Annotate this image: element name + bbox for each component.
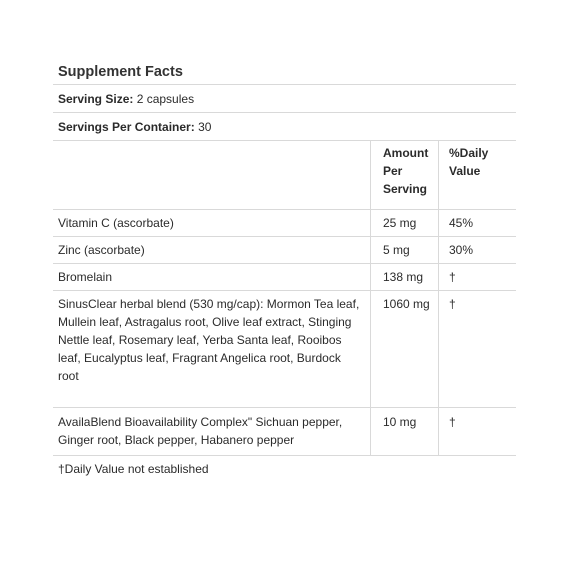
ingredient-daily-value: † — [449, 270, 456, 284]
ingredient-name: Zinc (ascorbate) — [53, 237, 371, 263]
serving-size-value: 2 capsules — [136, 91, 195, 106]
supplement-facts-panel — [53, 54, 516, 478]
ingredient-amount: 138 mg — [371, 264, 439, 290]
ingredient-name: Vitamin C (ascorbate) — [53, 210, 371, 236]
ingredient-amount: 10 mg — [371, 408, 439, 455]
table-row — [53, 237, 516, 264]
servings-per-container-label: Servings Per Container: — [58, 119, 195, 134]
column-header-daily-value: %Daily Value — [449, 146, 489, 178]
serving-size-row — [53, 85, 516, 113]
column-header-row — [53, 141, 516, 210]
ingredient-daily-value: † — [449, 297, 456, 311]
ingredient-name: AvailaBlend Bioavailability Complex" Sichuan pepper, Ginger root, Black pepper, Habanero pepper — [53, 408, 371, 455]
table-row — [53, 408, 516, 456]
panel-title: Supplement Facts — [53, 54, 516, 85]
ingredient-daily-value: 30% — [449, 243, 474, 257]
ingredient-daily-value: 45% — [449, 216, 474, 230]
table-row — [53, 264, 516, 291]
servings-per-container-value: 30 — [198, 119, 212, 134]
table-row — [53, 210, 516, 237]
ingredient-amount: 1060 mg — [371, 291, 439, 407]
footnote: †Daily Value not established — [58, 462, 209, 476]
table-row — [53, 291, 516, 408]
ingredient-amount: 5 mg — [371, 237, 439, 263]
ingredient-daily-value: † — [449, 415, 456, 429]
servings-per-container-row — [53, 113, 516, 141]
ingredient-name: Bromelain — [53, 264, 371, 290]
ingredient-name: SinusClear herbal blend (530 mg/cap): Mormon Tea leaf, Mullein leaf, Astragalus root, Olive leaf extract, Stinging Nettle leaf, Rosemary leaf, Yerba Santa leaf, Rooibos leaf, Eucalyptus leaf, Fragrant Angelica root, Burdock root — [53, 291, 371, 407]
ingredient-amount: 25 mg — [371, 210, 439, 236]
column-header-name — [53, 141, 371, 209]
serving-size-label: Serving Size: — [58, 91, 134, 106]
column-header-amount: Amount Per Serving — [371, 141, 439, 209]
